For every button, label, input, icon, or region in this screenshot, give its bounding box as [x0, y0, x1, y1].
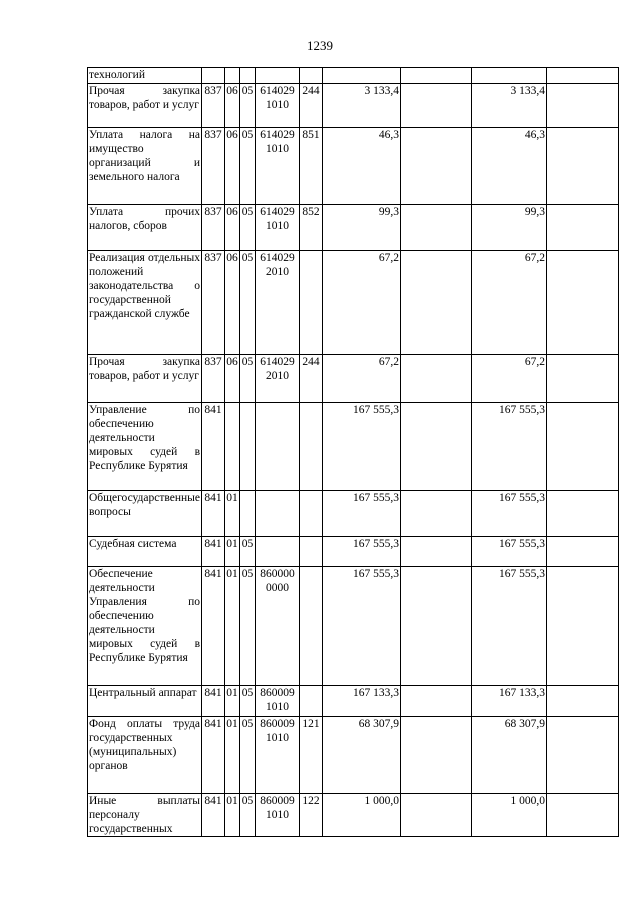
table-row: [88, 686, 619, 717]
expense-type-cell: [300, 403, 323, 491]
expense-type-cell: 121: [300, 717, 323, 794]
empty-cell: [547, 128, 619, 205]
target-article-cell: 860009 1010: [256, 717, 300, 794]
subsection-code-cell: [240, 403, 256, 491]
target-article-cell: 614029 1010: [256, 205, 300, 251]
expense-type-cell: 244: [300, 355, 323, 403]
subsection-code-cell: 05: [240, 128, 256, 205]
row-name-cell: технологий: [88, 68, 202, 84]
subsection-code-cell: 05: [240, 355, 256, 403]
empty-cell: [547, 717, 619, 794]
empty-cell: [547, 567, 619, 686]
sum-own-cell: 167 555,3: [472, 567, 547, 686]
table-row: [88, 205, 619, 251]
row-name-cell: Обеспечение деятельности Управления по обеспечению деятельности мировых судей в Республике Бурятия: [88, 567, 202, 686]
ministry-code-cell: 841: [202, 717, 225, 794]
table-row: [88, 68, 619, 84]
empty-cell: [401, 537, 472, 567]
section-code-cell: 01: [225, 794, 240, 837]
section-code-cell: 06: [225, 84, 240, 128]
section-code-cell: 06: [225, 251, 240, 355]
target-article-cell: 614029 2010: [256, 355, 300, 403]
section-code-cell: 06: [225, 128, 240, 205]
row-name-cell: Прочая закупка товаров, работ и услуг: [88, 355, 202, 403]
empty-cell: [401, 68, 472, 84]
empty-cell: [547, 686, 619, 717]
target-article-cell: 860009 1010: [256, 686, 300, 717]
row-name-cell: Фонд оплаты труда государственных (муниципальных) органов: [88, 717, 202, 794]
section-code-cell: 06: [225, 205, 240, 251]
sum-own-cell: 67,2: [472, 355, 547, 403]
sum-own-cell: 167 555,3: [472, 537, 547, 567]
table-row: [88, 355, 619, 403]
expense-type-cell: [300, 251, 323, 355]
budget-table: [87, 67, 619, 837]
empty-cell: [401, 717, 472, 794]
table-row: [88, 251, 619, 355]
section-code-cell: 01: [225, 686, 240, 717]
page-number: 1239: [307, 38, 333, 53]
target-article-cell: [256, 491, 300, 537]
expense-type-cell: 244: [300, 84, 323, 128]
subsection-code-cell: 05: [240, 537, 256, 567]
sum-own-cell: [472, 68, 547, 84]
subsection-code-cell: 05: [240, 251, 256, 355]
empty-cell: [547, 68, 619, 84]
empty-cell: [547, 251, 619, 355]
expense-type-cell: [300, 537, 323, 567]
row-name-cell: Общегосударственные вопросы: [88, 491, 202, 537]
empty-cell: [401, 251, 472, 355]
sum-total-cell: 99,3: [323, 205, 401, 251]
empty-cell: [547, 355, 619, 403]
ministry-code-cell: 837: [202, 128, 225, 205]
row-name-cell: Центральный аппарат: [88, 686, 202, 717]
section-code-cell: [225, 68, 240, 84]
expense-type-cell: [300, 491, 323, 537]
subsection-code-cell: 05: [240, 686, 256, 717]
target-article-cell: [256, 68, 300, 84]
section-code-cell: 06: [225, 355, 240, 403]
sum-total-cell: 167 133,3: [323, 686, 401, 717]
row-name-cell: Управление по обеспечению деятельности мировых судей в Республике Бурятия: [88, 403, 202, 491]
row-name-cell: Уплата прочих налогов, сборов: [88, 205, 202, 251]
expense-type-cell: [300, 686, 323, 717]
section-code-cell: [225, 403, 240, 491]
table-row: [88, 84, 619, 128]
ministry-code-cell: 837: [202, 355, 225, 403]
subsection-code-cell: 05: [240, 205, 256, 251]
ministry-code-cell: [202, 68, 225, 84]
target-article-cell: [256, 403, 300, 491]
empty-cell: [401, 128, 472, 205]
sum-total-cell: 167 555,3: [323, 537, 401, 567]
empty-cell: [401, 794, 472, 837]
sum-total-cell: 167 555,3: [323, 491, 401, 537]
table-row: [88, 794, 619, 837]
sum-own-cell: 99,3: [472, 205, 547, 251]
row-name-cell: Прочая закупка товаров, работ и услуг: [88, 84, 202, 128]
empty-cell: [401, 491, 472, 537]
empty-cell: [401, 686, 472, 717]
empty-cell: [547, 491, 619, 537]
target-article-cell: 860009 1010: [256, 794, 300, 837]
subsection-code-cell: 05: [240, 567, 256, 686]
table-row: [88, 128, 619, 205]
sum-own-cell: 67,2: [472, 251, 547, 355]
empty-cell: [401, 84, 472, 128]
sum-own-cell: 167 555,3: [472, 491, 547, 537]
section-code-cell: 01: [225, 717, 240, 794]
sum-total-cell: 167 555,3: [323, 403, 401, 491]
ministry-code-cell: 841: [202, 491, 225, 537]
empty-cell: [547, 205, 619, 251]
ministry-code-cell: 837: [202, 251, 225, 355]
sum-total-cell: 67,2: [323, 251, 401, 355]
sum-total-cell: [323, 68, 401, 84]
sum-total-cell: 67,2: [323, 355, 401, 403]
subsection-code-cell: 05: [240, 794, 256, 837]
sum-own-cell: 1 000,0: [472, 794, 547, 837]
table-row: [88, 491, 619, 537]
sum-own-cell: 167 555,3: [472, 403, 547, 491]
target-article-cell: 614029 1010: [256, 128, 300, 205]
ministry-code-cell: 841: [202, 686, 225, 717]
expense-type-cell: 122: [300, 794, 323, 837]
section-code-cell: 01: [225, 567, 240, 686]
ministry-code-cell: 837: [202, 205, 225, 251]
target-article-cell: 614029 1010: [256, 84, 300, 128]
expense-type-cell: [300, 68, 323, 84]
sum-total-cell: 3 133,4: [323, 84, 401, 128]
expense-type-cell: 852: [300, 205, 323, 251]
empty-cell: [401, 355, 472, 403]
sum-own-cell: 3 133,4: [472, 84, 547, 128]
section-code-cell: 01: [225, 537, 240, 567]
empty-cell: [401, 205, 472, 251]
subsection-code-cell: 05: [240, 717, 256, 794]
empty-cell: [401, 567, 472, 686]
empty-cell: [401, 403, 472, 491]
table-row: [88, 567, 619, 686]
sum-own-cell: 68 307,9: [472, 717, 547, 794]
ministry-code-cell: 841: [202, 567, 225, 686]
table-row: [88, 403, 619, 491]
target-article-cell: 614029 2010: [256, 251, 300, 355]
expense-type-cell: 851: [300, 128, 323, 205]
ministry-code-cell: 841: [202, 403, 225, 491]
sum-total-cell: 46,3: [323, 128, 401, 205]
sum-total-cell: 68 307,9: [323, 717, 401, 794]
subsection-code-cell: 05: [240, 84, 256, 128]
ministry-code-cell: 837: [202, 84, 225, 128]
sum-own-cell: 167 133,3: [472, 686, 547, 717]
row-name-cell: Реализация отдельных положений законодательства о государственной гражданской службе: [88, 251, 202, 355]
empty-cell: [547, 84, 619, 128]
table-row: [88, 717, 619, 794]
empty-cell: [547, 794, 619, 837]
section-code-cell: 01: [225, 491, 240, 537]
row-name-cell: Иные выплаты персоналу государственных: [89, 795, 201, 835]
expense-type-cell: [300, 567, 323, 686]
ministry-code-cell: 841: [202, 794, 225, 837]
row-name-cell: Уплата налога на имущество организаций и земельного налога: [88, 128, 202, 205]
subsection-code-cell: [240, 491, 256, 537]
subsection-code-cell: [240, 68, 256, 84]
empty-cell: [547, 403, 619, 491]
ministry-code-cell: 841: [202, 537, 225, 567]
target-article-cell: [256, 537, 300, 567]
sum-total-cell: 167 555,3: [323, 567, 401, 686]
sum-total-cell: 1 000,0: [323, 794, 401, 837]
row-name-cell: Судебная система: [88, 537, 202, 567]
budget-table-body: [88, 68, 619, 837]
table-row: [88, 537, 619, 567]
target-article-cell: 860000 0000: [256, 567, 300, 686]
empty-cell: [547, 537, 619, 567]
sum-own-cell: 46,3: [472, 128, 547, 205]
